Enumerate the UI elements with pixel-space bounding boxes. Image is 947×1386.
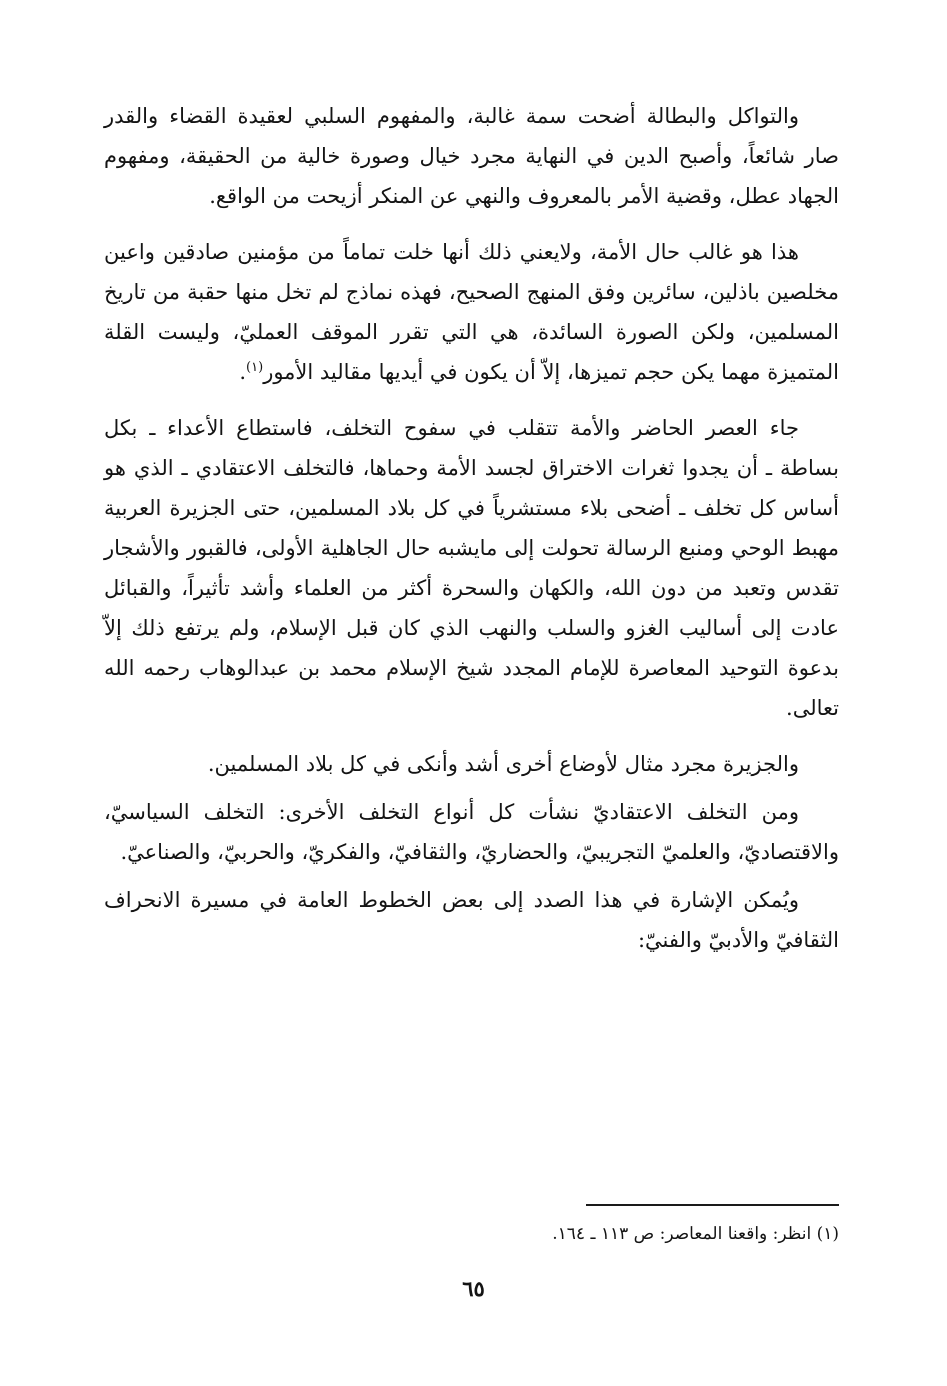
paragraph-2	[104, 232, 839, 392]
paragraph-4: والجزيرة مجرد مثال لأوضاع أخرى أشد وأنكى في كل بلاد المسلمين.	[207, 752, 799, 776]
footnote-reference: (١)	[246, 360, 264, 375]
footnote-divider	[586, 1204, 839, 1206]
paragraph-2-end: .	[239, 360, 247, 384]
paragraph-1: والتواكل والبطالة أضحت سمة غالبة، والمفهوم السلبي لعقيدة القضاء والقدر صار شائعاً، وأصبح الدين في النهاية مجرد خيال وصورة خالية من الحقيقة، ومفهوم الجهاد عطل، وقضية الأمر بالمعروف والنهي عن المنكر أزيحت من الواقع.	[104, 104, 839, 208]
paragraph-2-text: هذا هو غالب حال الأمة، ولايعني ذلك أنها خلت تماماً من مؤمنين صادقين واعين مخلصين باذلين، سائرين وفق المنهج الصحيح، فهذه نماذج لم تخل منها حقبة من تاريخ المسلمين، ولكن الصورة السائدة، هي التي تقرر الموقف العمليّ، وليست القلة المتميزة مهما يكن حجم تميزها، إلاّ أن يكون في أيديها مقاليد الأمور	[104, 240, 839, 384]
paragraph-6: ويُمكن الإشارة في هذا الصدد إلى بعض الخطوط العامة في مسيرة الانحراف الثقافيّ والأدبيّ والفنيّ:	[104, 888, 839, 952]
paragraph-5: ومن التخلف الاعتقاديّ نشأت كل أنواع التخلف الأخرى: التخلف السياسيّ، والاقتصاديّ، والعلميّ التجريبيّ، والحضاريّ، والثقافيّ، والفكريّ، والحربيّ، والصناعيّ.	[104, 800, 839, 864]
page-number: ٦٥	[462, 1276, 485, 1301]
paragraph-3: جاء العصر الحاضر والأمة تتقلب في سفوح التخلف، فاستطاع الأعداء ـ بكل بساطة ـ أن يجدوا ثغرات الاختراق لجسد الأمة وحماها، فالتخلف الاعتقادي ـ الذي هو أساس كل تخلف ـ أضحى بلاء مستشرياً في كل بلاد المسلمين، حتى الجزيرة العربية مهبط الوحي ومنبع الرسالة تحولت إلى مايشبه حال الجاهلية الأولى، فالقبور والأشجار تقدس وتعبد من دون الله، والكهان والسحرة أكثر من العلماء وأشد تأثيراً، والقبائل عادت إلى أساليب الغزو والسلب والنهب الذي كان قبل الإسلام، ولم يرتفع ذلك إلاّ بدعوة التوحيد المعاصرة للإمام المجدد شيخ الإسلام محمد بن عبدالوهاب رحمه الله تعالى.	[104, 416, 839, 720]
body-text	[104, 96, 839, 976]
footnote: (١) انظر: واقعنا المعاصر: ص ١١٣ ـ ١٦٤.	[552, 1224, 839, 1244]
